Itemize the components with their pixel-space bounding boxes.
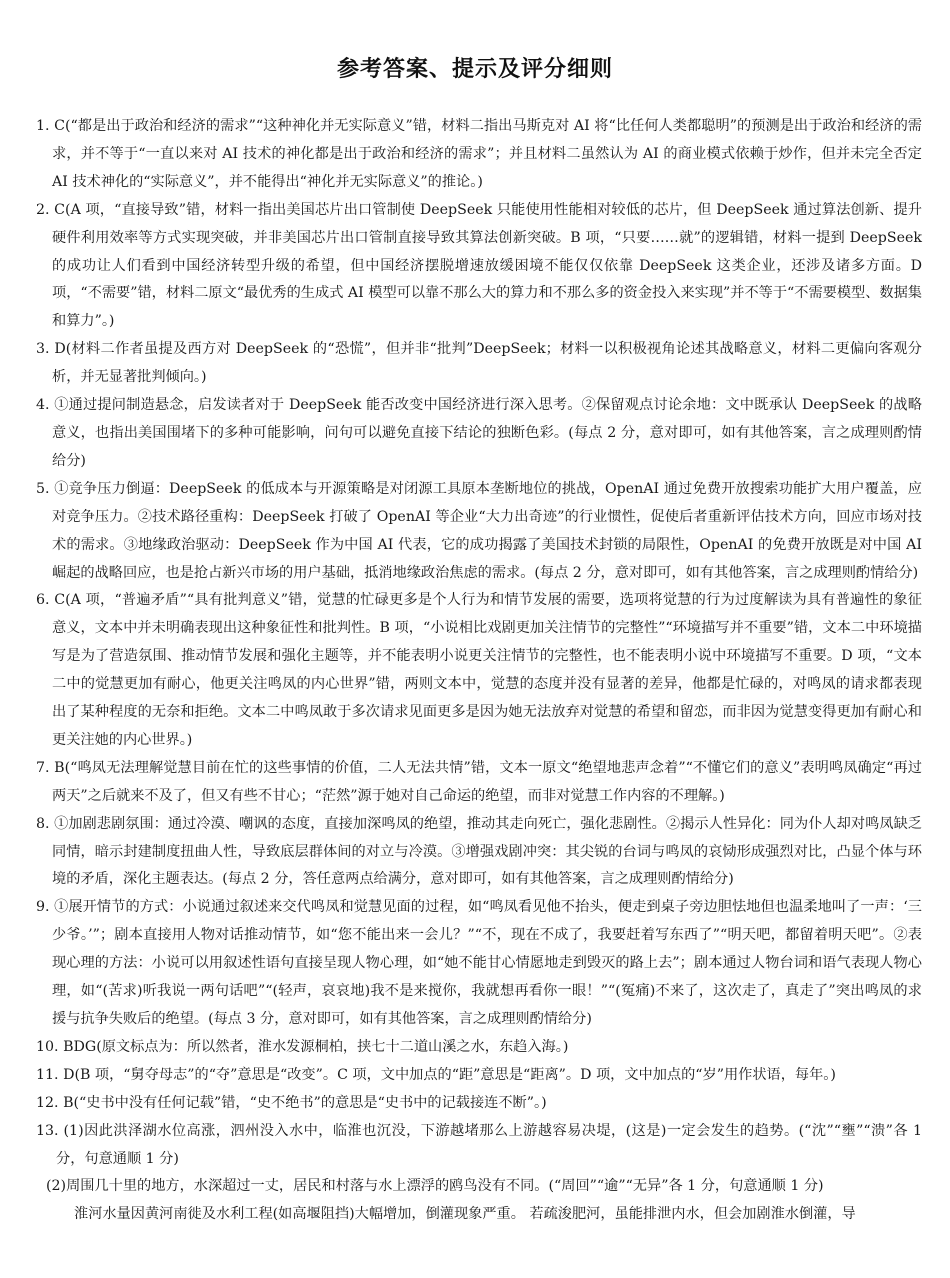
answer-11: 11. D(B 项，“舅夺母志”的“夺”意思是“改变”。C 项，文中加点的“距”意思是“距离”。D 项，文中加点的“岁”用作状语，每年。) (36, 1066, 836, 1083)
answers-body (36, 113, 922, 1229)
answer-7: 7. B(“鸣凤无法理解觉慧目前在忙的这些事情的价值，二人无法共情”错，文本一原文“绝望地悲声念着”“不懂它们的意义”表明鸣凤确定“再过两天”之后就来不及了，但又有些不甘心；“茫然”源于她对自己命运的绝望，而非对觉慧工作内容的不理解。) (36, 759, 922, 804)
answer-8: 8. ①加剧悲剧氛围：通过冷漠、嘲讽的态度，直接加深鸣凤的绝望，推动其走向死亡，强化悲剧性。②揭示人性异化：同为仆人却对鸣凤缺乏同情，暗示封建制度扭曲人性，导致底层群体间的对立与冷漠。③增强戏剧冲突：其尖锐的台词与鸣凤的哀恸形成强烈对比，凸显个体与环境的矛盾，深化主题表达。(每点 2 分，答任意两点给满分，意对即可，如有其他答案，言之成理则酌情给分) (36, 815, 922, 888)
page-title: 参考答案、提示及评分细则 (336, 57, 613, 82)
answer-6: 6. C(A 项，“普遍矛盾”“具有批判意义”错，觉慧的忙碌更多是个人行为和情节发展的需要，选项将觉慧的行为过度解读为具有普遍性的象征意义，文本中并未明确表现出这种象征性和批判性。B 项，“小说相比戏剧更加关注情节的完整性”“环境描写并不重要”错，文本二中环境描写是为了营造氛围、推动情节发展和强化主题等，并不能表明小说更关注情节的完整性，也不能表明小说中环境描写不重要。D 项，“文本二中的觉慧更加有耐心，他更关注鸣凤的内心世界”错，两则文本中，觉慧的态度并没有显著的差异，他都是忙碌的，对鸣凤的请求都表现出了某种程度的无奈和拒绝。文本二中鸣凤敢于多次请求见面更多是因为她无法放弃对觉慧的希望和留恋，而非因为觉慧变得更加有耐心和更关注她的内心世界。) (36, 592, 922, 748)
answer-13-part-2: (2)周围几十里的地方，水深超过一丈，居民和村落与水上漂浮的鸥鸟没有不同。(“周回”“逾”“无异”各 1 分，句意通顺 1 分) (46, 1178, 824, 1195)
answer-10: 10. BDG(原文标点为：所以然者，淮水发源桐柏，挟七十二道山溪之水，东趋入海。) (36, 1038, 569, 1055)
answer-1: 1. C(“都是出于政治和经济的需求”“这种神化并无实际意义”错，材料二指出马斯克对 AI 将“比任何人类都聪明”的预测是出于政治和经济的需求，并不等于“一直以来对 AI 技术的神化都是出于政治和经济的需求”；并且材料二虽然认为 AI 的商业模式依赖于炒作，但并未完全否定 AI 技术神化的“实际意义”，并不能得出“神化并无实际意义”的推论。) (36, 118, 922, 190)
answer-13-part-1: 13. (1)因此洪泽湖水位高涨，泗州没入水中，临淮也沉没，下游越堵那么上游越容易决堤，(这是)一定会发生的趋势。(“沈”“壅”“溃”各 1 分，句意通顺 1 分) (36, 1122, 922, 1167)
answer-2: 2. C(A 项，“直接导致”错，材料一指出美国芯片出口管制使 DeepSeek 只能使用性能相对较低的芯片，但 DeepSeek 通过算法创新、提升硬件利用效率等方式实现突破，并非美国芯片出口管制直接导致其算法创新突破。B 项，“只要……就”的逻辑错，材料一提到 DeepSeek 的成功让人们看到中国经济转型升级的希望，但中国经济摆脱增速放缓困境不能仅仅依靠 DeepSeek 这类企业，还涉及诸多方面。D 项，“不需要”错，材料二原文“最优秀的生成式 AI 模型可以靠不那么大的算力和不那么多的资金投入来实现”并不等于“不需要模型、数据集和算力”。) (36, 201, 922, 330)
answer-5: 5. ①竞争压力倒逼：DeepSeek 的低成本与开源策略是对闭源工具原本垄断地位的挑战，OpenAI 通过免费开放搜索功能扩大用户覆盖，应对竞争压力。②技术路径重构：DeepSeek 打破了 OpenAI 等企业“大力出奇迹”的行业惯性，促使后者重新评估技术方向，回应市场对技术的需求。③地缘政治驱动：DeepSeek 作为中国 AI 代表，它的成功揭露了美国技术封锁的局限性，OpenAI 的免费开放既是对中国 AI 崛起的战略回应，也是抢占新兴市场的用户基础，抵消地缘政治焦虑的需求。(每点 2 分，意对即可，如有其他答案，言之成理则酌情给分) (36, 480, 922, 581)
answer-12: 12. B(“史书中没有任何记载”错，“史不绝书”的意思是“史书中的记载接连不断”。) (36, 1094, 547, 1111)
answer-9: 9. ①展开情节的方式：小说通过叙述来交代鸣凤和觉慧见面的过程，如“鸣凤看见他不抬头，便走到桌子旁边胆怯地但也温柔地叫了一声：‘三少爷。’”；剧本直接用人物对话推动情节，如“您不能出来一会儿？”“不，现在不成了，我要赶着写东西了”“明天吧，都留着明天吧”。②表现心理的方法：小说可以用叙述性语句直接呈现人物心理，如“她不能甘心情愿地走到毁灭的路上去”；剧本通过人物台词和语气表现人物心理，如“(苦求)听我说一两句话吧”“(轻声，哀哀地)我不是来搅你，我就想再看你一眼！”“(冤痛)不来了，这次走了，真走了”突出鸣凤的求援与抗争失败后的绝望。(每点 3 分，意对即可，如有其他答案，言之成理则酌情给分) (36, 899, 922, 1027)
answer-3: 3. D(材料二作者虽提及西方对 DeepSeek 的“恐慌”，但并非“批判”DeepSeek；材料一以积极视角论述其战略意义，材料二更偏向客观分析，并无显著批判倾向。) (36, 341, 922, 386)
answer-13-part-3: 淮河水量因黄河南徙及水利工程(如高堰阻挡)大幅增加，倒灌现象严重。 若疏浚肥河，虽能排泄内水，但会加剧淮水倒灌，导 (74, 1206, 856, 1223)
answer-4: 4. ①通过提问制造悬念，启发读者对于 DeepSeek 能否改变中国经济进行深入思考。②保留观点讨论余地：文中既承认 DeepSeek 的战略意义，也指出美国围堵下的多种可能影响，问句可以避免直接下结论的独断色彩。(每点 2 分，意对即可，如有其他答案，言之成理则酌情给分) (36, 397, 922, 469)
